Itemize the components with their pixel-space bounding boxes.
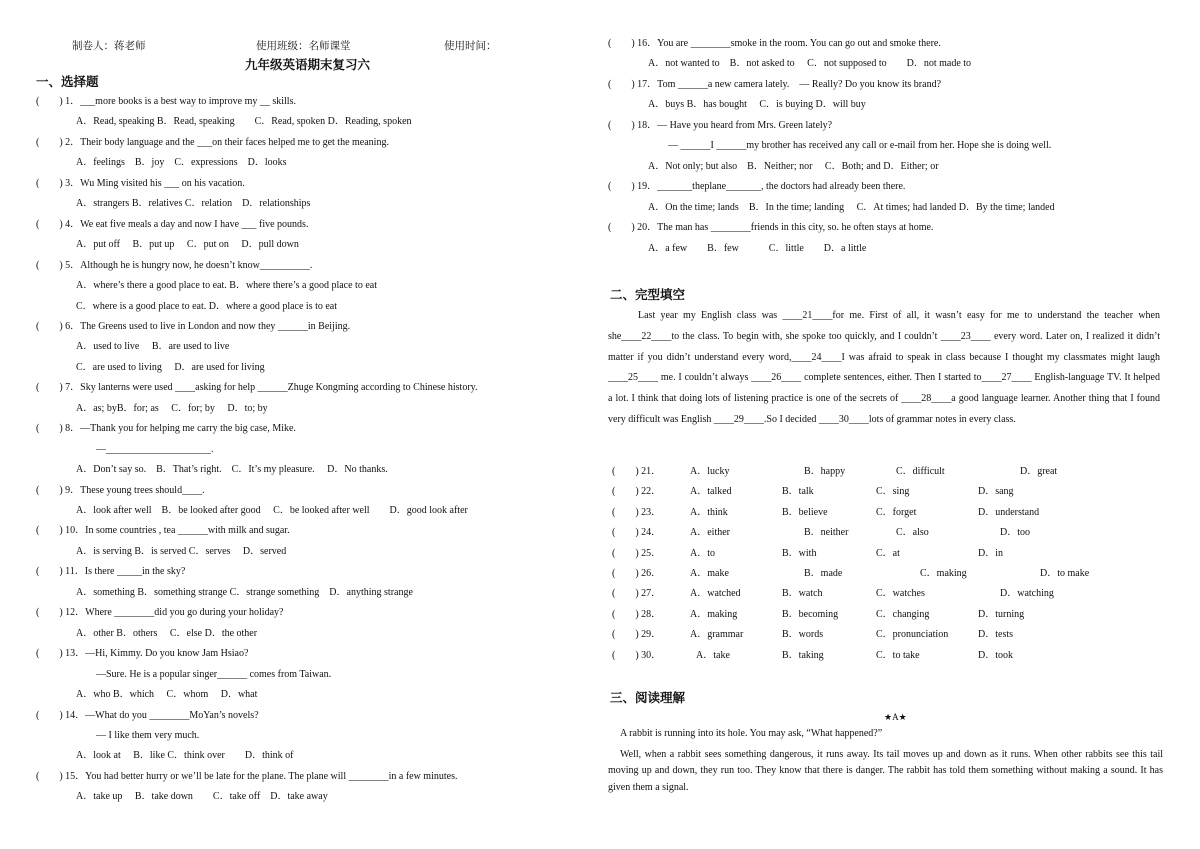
question-stem: ( ) 17．Tom ______a new camera lately. — Really? Do you know its brand? bbox=[608, 78, 942, 90]
cloze-choice-row bbox=[608, 482, 1168, 498]
question-options: C．where is a good place to eat. D．where a good place is to eat bbox=[76, 300, 338, 312]
cloze-question-number: ( ) 28． bbox=[612, 608, 662, 620]
cloze-choice-row bbox=[608, 646, 1168, 661]
cloze-passage bbox=[608, 306, 1160, 431]
question-options: A．look at B．like C．think over D．think of bbox=[76, 750, 294, 762]
cloze-option: A．take bbox=[696, 649, 730, 661]
question-options: A．buys B．has bought C．is buying D．will buy bbox=[648, 99, 866, 111]
header-info bbox=[72, 38, 592, 53]
cloze-choice-row bbox=[608, 462, 1168, 477]
cloze-option: A．think bbox=[690, 506, 728, 518]
cloze-question-number: ( ) 25． bbox=[612, 547, 662, 559]
cloze-question-number: ( ) 23． bbox=[612, 506, 662, 518]
question-options: C．are used to living D．are used for living bbox=[76, 361, 265, 373]
question-stem: ( ) 7．Sky lanterns were used ____asking for help ______Zhuge Kongming according to Chinese history. bbox=[36, 382, 478, 394]
question-options: A．is serving B．is served C．serves D．served bbox=[76, 545, 287, 557]
cloze-question-number: ( ) 27． bbox=[612, 588, 662, 600]
page-title: 九年级英语期末复习六 bbox=[245, 57, 371, 72]
question-stem: ( ) 16．You are ________smoke in the room. You can go out and smoke there. bbox=[608, 38, 941, 49]
question-stem: ( ) 13．—Hi, Kimmy. Do you know Jam Hsiao? bbox=[36, 648, 249, 660]
question-options: A．something B．something strange C．strange something D．anything strange bbox=[76, 586, 413, 598]
question-options: A．a few B．few C．little D．a little bbox=[648, 242, 867, 254]
cloze-question-number: ( ) 24． bbox=[612, 527, 662, 539]
cloze-question-number: ( ) 26． bbox=[612, 568, 662, 579]
cloze-option: A．making bbox=[690, 608, 738, 620]
question-stem: ( ) 6．The Greens used to live in London and now they ______in Beijing. bbox=[36, 320, 351, 332]
cloze-option: D．took bbox=[978, 649, 1013, 661]
question-stem: ( ) 10．In some countries , tea ______with milk and sugar. bbox=[36, 525, 290, 537]
cloze-choice-row bbox=[608, 544, 1168, 559]
cloze-option: A．to bbox=[690, 547, 715, 559]
cloze-option: B．happy bbox=[804, 466, 846, 477]
cloze-option: D．tests bbox=[978, 629, 1013, 641]
cloze-option: C．forget bbox=[876, 506, 917, 518]
question-options: A．look after well B．be looked after good C．be looked after well D．good look after bbox=[76, 505, 468, 516]
cloze-text: Last year my English class was ____21____for me. First of all, it wasn’t easy for me to understand the teacher when she____22____to the class. To begin with, she spoke too quickly, and I couldn’t ____23____ every word. Later on, I realized it didn’t matter if you didn’t understand every word,____24____I was afraid to speak in class because I thought my classmates might laugh ____25____ me. I couldn’t always ____26____ complete sentences, either. Then I started to____27____ English-language TV. It helped a lot. I think that doing lots of listening practice is one of the secrets of ____28____a good language learner. Another thing that I found very difficult was English ____29____.So I decided ____30____lots of grammar notes in every class. bbox=[608, 310, 1160, 425]
question-options: A．strangers B．relatives C．relation D．relationships bbox=[76, 198, 311, 210]
section2-title: 二、完型填空 bbox=[610, 287, 686, 302]
reading-part-label: ★A★ bbox=[884, 712, 907, 722]
cloze-option: D．to make bbox=[1040, 568, 1090, 579]
question-options: A．used to live B．are used to live bbox=[76, 341, 230, 353]
reading-para-1: A rabbit is running into its hole. You may ask, “What happened?” bbox=[620, 728, 883, 739]
cloze-option: A．watched bbox=[690, 588, 741, 600]
cloze-option: D．understand bbox=[978, 506, 1040, 518]
question-stem: ( ) 15．You had better hurry or we’ll be late for the plane. The plane will ________in a few minutes. bbox=[36, 770, 458, 782]
section3-title: 三、阅读理解 bbox=[610, 690, 686, 705]
cloze-option: C．pronunciation bbox=[876, 629, 949, 641]
question-stem: ( ) 12．Where ________did you go during your holiday? bbox=[36, 607, 284, 619]
question-options: A．not wanted to B．not asked to C．not supposed to D．not made to bbox=[648, 58, 972, 70]
cloze-choice-row bbox=[608, 584, 1168, 600]
question-options: A．feelings B．joy C．expressions D．looks bbox=[76, 157, 287, 169]
cloze-option: A．make bbox=[690, 568, 729, 579]
cloze-option: B．watch bbox=[782, 588, 823, 600]
cloze-option: B．made bbox=[804, 568, 843, 579]
maker-label: 制卷人：蒋老师 bbox=[72, 41, 146, 52]
cloze-option: B．taking bbox=[782, 649, 824, 661]
question-options: A．take up B．take down C．take off D．take away bbox=[76, 791, 328, 803]
cloze-question-number: ( ) 22． bbox=[612, 486, 662, 498]
cloze-option: D．great bbox=[1020, 466, 1058, 477]
reading-para-2: Well, when a rabbit sees something dangerous, it runs away. Its tail moves up and down as it runs. When other rabbits see this tail moving up and down, they run too. They know that there is danger. The rabbit has told them something without making a sound. It has given them a signal. bbox=[608, 748, 1163, 793]
question-stem: ( ) 20．The man has ________friends in this city, so. he often stays at home. bbox=[608, 222, 934, 234]
cloze-choice-row bbox=[608, 625, 1168, 641]
question-options: A．On the time; lands B．In the time; landing C．At times; had landed D．By the time; landed bbox=[648, 201, 1055, 213]
question-options: A．Read, speaking B．Read, speaking C．Read, spoken D．Reading, spoken bbox=[76, 116, 412, 128]
question-extra-line: — I like them very much. bbox=[96, 729, 200, 741]
question-extra-line: —Sure. He is a popular singer______ comes from Taiwan. bbox=[96, 668, 332, 680]
question-stem: ( ) 5．Although he is hungry now, he doesn’t know__________. bbox=[36, 259, 313, 271]
cloze-option: B．neither bbox=[804, 527, 849, 539]
question-extra-line: —_____________________. bbox=[96, 443, 214, 455]
cloze-option: B．believe bbox=[782, 506, 828, 518]
question-options: A．Not only; but also B．Neither; nor C．Both; and D．Either; or bbox=[648, 160, 939, 172]
cloze-question-number: ( ) 30． bbox=[612, 649, 662, 661]
cloze-option: A．lucky bbox=[690, 466, 730, 477]
section1-title: 一、选择题 bbox=[36, 74, 99, 89]
class-label: 使用班级：名师课堂 bbox=[256, 41, 351, 52]
cloze-choice-row bbox=[608, 503, 1168, 518]
cloze-option: C．making bbox=[920, 568, 967, 579]
question-stem: ( ) 14．—What do you ________MoYan’s novels? bbox=[36, 709, 259, 721]
cloze-option: C．at bbox=[876, 547, 900, 559]
question-stem: ( ) 8．—Thank you for helping me carry the big case, Mike. bbox=[36, 423, 296, 435]
question-options: A．put off B．put up C．put on D．pull down bbox=[76, 239, 299, 251]
cloze-option: C．to take bbox=[876, 649, 920, 661]
cloze-option: A．grammar bbox=[690, 629, 744, 641]
question-stem: ( ) 1．___more books is a best way to improve my __ skills. bbox=[36, 96, 296, 107]
cloze-option: C．also bbox=[896, 527, 929, 539]
reading-passage bbox=[608, 726, 1163, 796]
question-options: A．as; byB．for; as C．for; by D．to; by bbox=[76, 402, 268, 414]
cloze-option: C．watches bbox=[876, 588, 925, 600]
cloze-option: D．turning bbox=[978, 608, 1025, 620]
cloze-option: D．sang bbox=[978, 486, 1014, 498]
cloze-option: B．talk bbox=[782, 486, 814, 498]
question-options: A．where’s there a good place to eat. B．where there’s a good place to eat bbox=[76, 280, 377, 292]
cloze-option: B．words bbox=[782, 629, 824, 641]
cloze-choice-row bbox=[608, 564, 1168, 579]
question-stem: ( ) 2．Their body language and the ___on their faces helped me to get the meaning. bbox=[36, 136, 389, 148]
cloze-option: C．changing bbox=[876, 608, 930, 620]
cloze-option: D．in bbox=[978, 547, 1003, 559]
cloze-option: B．with bbox=[782, 547, 817, 559]
cloze-option: A．talked bbox=[690, 486, 732, 498]
question-stem: ( ) 3．Wu Ming visited his ___ on his vacation. bbox=[36, 177, 245, 189]
cloze-choice-row bbox=[608, 523, 1168, 539]
time-label: 使用时间： bbox=[444, 41, 497, 52]
cloze-option: A．either bbox=[690, 527, 730, 539]
cloze-option: D．watching bbox=[1000, 588, 1054, 600]
question-extra-line: — ______I ______my brother has received any call or e-mail from her. Hope she is doing well. bbox=[668, 140, 1052, 152]
cloze-option: D．too bbox=[1000, 527, 1030, 539]
question-stem: ( ) 19．_______theplane_______, the doctors had already been there. bbox=[608, 181, 906, 193]
question-options: A．Don’t say so. B．That’s right. C．It’s my pleasure. D．No thanks. bbox=[76, 464, 388, 476]
question-stem: ( ) 18．— Have you heard from Mrs. Green lately? bbox=[608, 119, 833, 131]
cloze-question-number: ( ) 29． bbox=[612, 629, 662, 641]
cloze-option: B．becoming bbox=[782, 608, 839, 620]
cloze-option: C．sing bbox=[876, 486, 910, 498]
question-options: A．other B．others C．else D．the other bbox=[76, 627, 258, 639]
cloze-choice-row bbox=[608, 605, 1168, 620]
cloze-question-number: ( ) 21． bbox=[612, 466, 662, 477]
question-options: A．who B．which C．whom D．what bbox=[76, 689, 258, 701]
question-stem: ( ) 9．These young trees should____. bbox=[36, 484, 205, 496]
cloze-option: C．difficult bbox=[896, 466, 945, 477]
question-stem: ( ) 11．Is there _____in the sky? bbox=[36, 566, 186, 578]
question-stem: ( ) 4．We eat five meals a day and now I have ___ five pounds. bbox=[36, 218, 309, 230]
